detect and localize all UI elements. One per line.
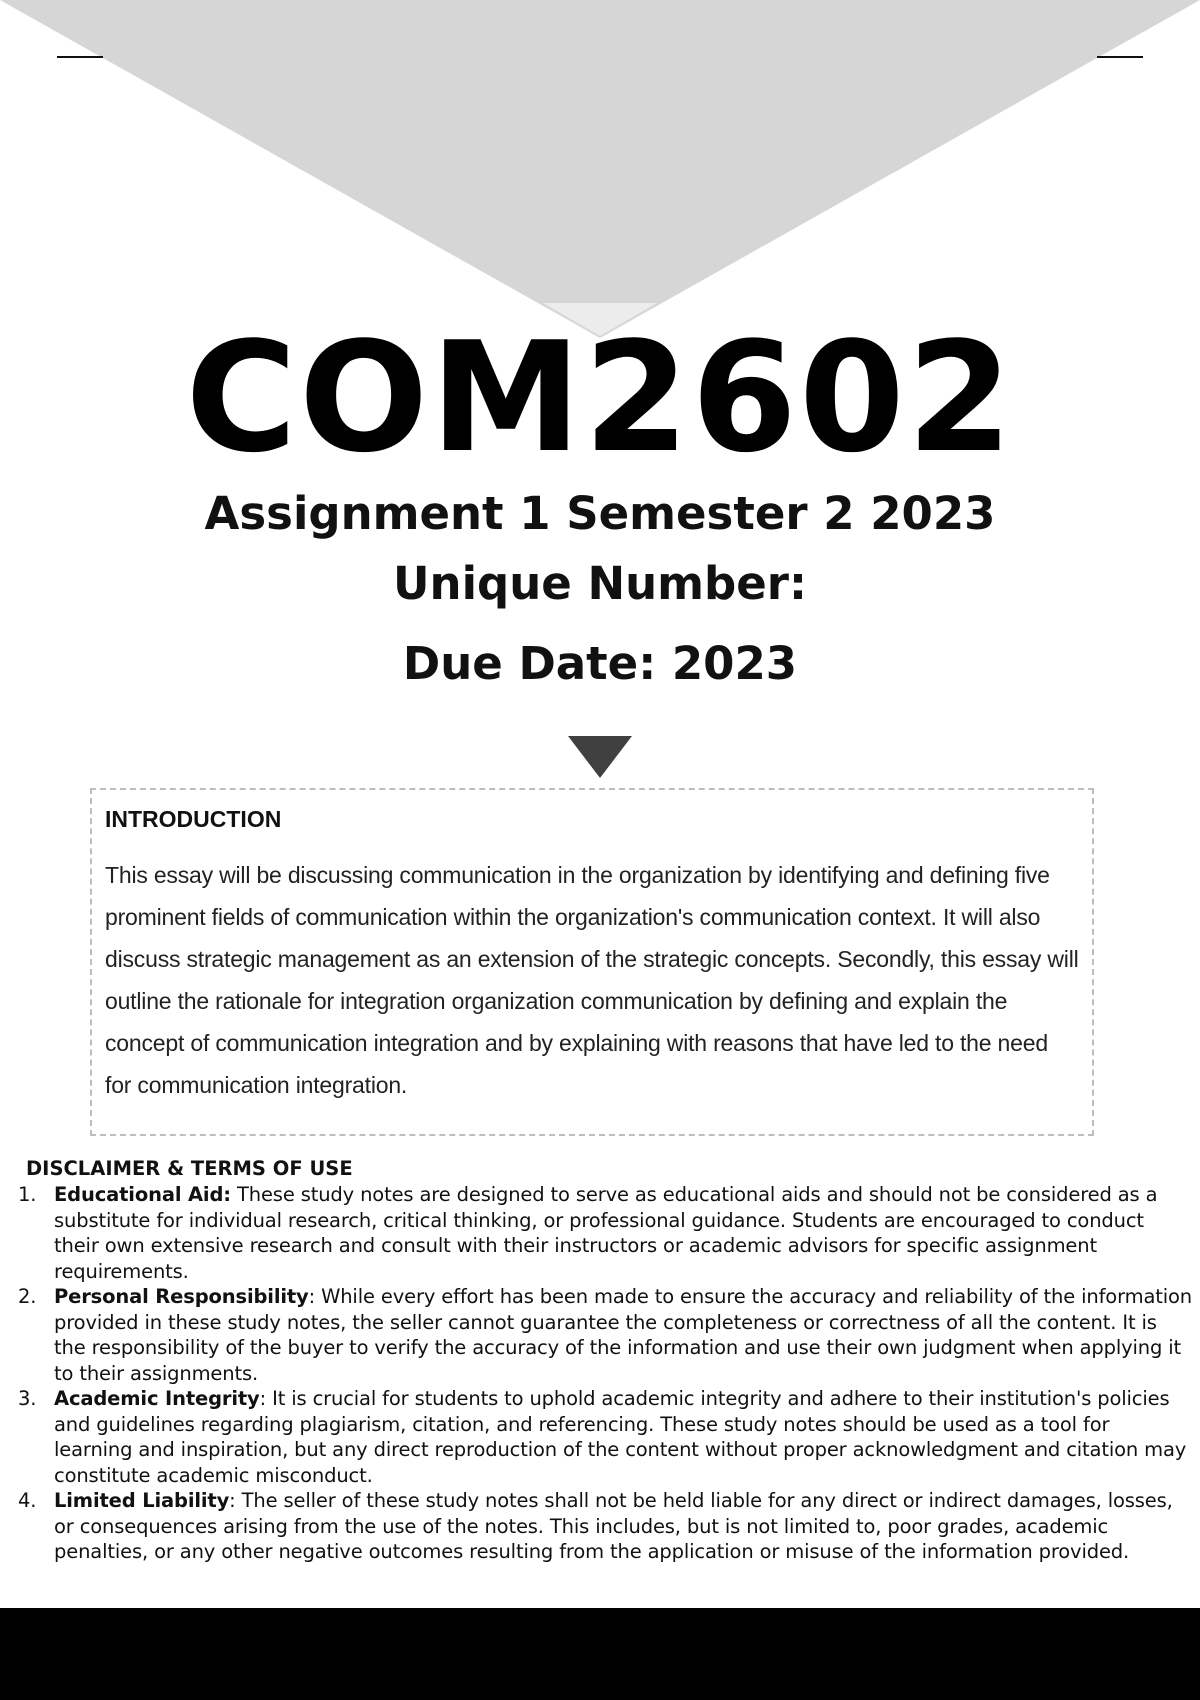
assignment-line: Assignment 1 Semester 2 2023 [204, 487, 996, 540]
term-text: : While every effort has been made to ensure the accuracy and reliability of the information provided in these study notes, the seller cannot guarantee the completeness or correctness of all the content. It is the responsibility of the buyer to verify the accuracy of the information and use their own judgment when applying it to their assignments. [54, 1285, 1193, 1385]
term-text: : It is crucial for students to uphold academic integrity and adhere to their institution's policies and guidelines regarding plagiarism, citation, and referencing. These study notes should be used as a tool for learning and inspiration, but any direct reproduction of the content without proper acknowledgment and citation may constitute academic misconduct. [54, 1387, 1187, 1487]
disclaimer-section [18, 1156, 1193, 1565]
term-item-academic-integrity [18, 1386, 1193, 1488]
due-date-line: Due Date: 2023 [402, 637, 798, 690]
term-title: Personal Responsibility [54, 1285, 309, 1308]
bottom-black-bar [0, 1608, 1200, 1700]
term-title: Academic Integrity [54, 1387, 260, 1410]
term-title: Limited Liability [54, 1489, 230, 1512]
term-text: These study notes are designed to serve as educational aids and should not be considered as a substitute for individual research, critical thinking, or professional guidance. Students are encouraged to conduct their own extensive research and consult with their instructors or academic advisors for specific assignment requirements. [54, 1183, 1158, 1283]
corner-rule-left [57, 56, 103, 58]
term-item-personal-responsibility [18, 1284, 1193, 1386]
term-item-educational-aid [18, 1182, 1193, 1284]
down-arrow-icon [568, 736, 632, 778]
corner-rule-right [1097, 56, 1143, 58]
introduction-box [90, 788, 1094, 1136]
terms-list [18, 1182, 1193, 1565]
top-chevron-decoration [0, 0, 1200, 340]
course-code-title: COM2602 [185, 309, 1015, 486]
introduction-heading: INTRODUCTION [105, 806, 282, 832]
term-title: Educational Aid: [54, 1183, 231, 1206]
unique-number-line: Unique Number: [393, 557, 807, 610]
term-item-limited-liability [18, 1488, 1193, 1565]
term-number: 3. [18, 1387, 37, 1410]
introduction-body: This essay will be discussing communication in the organization by identifying and defining five prominent fields of communication within the organization's communication context. It will also discuss strategic management as an extension of the strategic concepts. Secondly, this essay will outline the rationale for integration organization communication by defining and explain the concept of communication integration and by explaining with reasons that have led to the need for communication integration. [105, 862, 1079, 1098]
term-number: 1. [18, 1183, 37, 1206]
term-number: 4. [18, 1489, 37, 1512]
term-text: : The seller of these study notes shall not be held liable for any direct or indirect damages, losses, or consequences arising from the use of the notes. This includes, but is not limited to, poor grades, academic penalties, or any other negative outcomes resulting from the application or misuse of the information provided. [54, 1489, 1173, 1563]
term-number: 2. [18, 1285, 37, 1308]
disclaimer-title: DISCLAIMER & TERMS OF USE [26, 1157, 353, 1180]
